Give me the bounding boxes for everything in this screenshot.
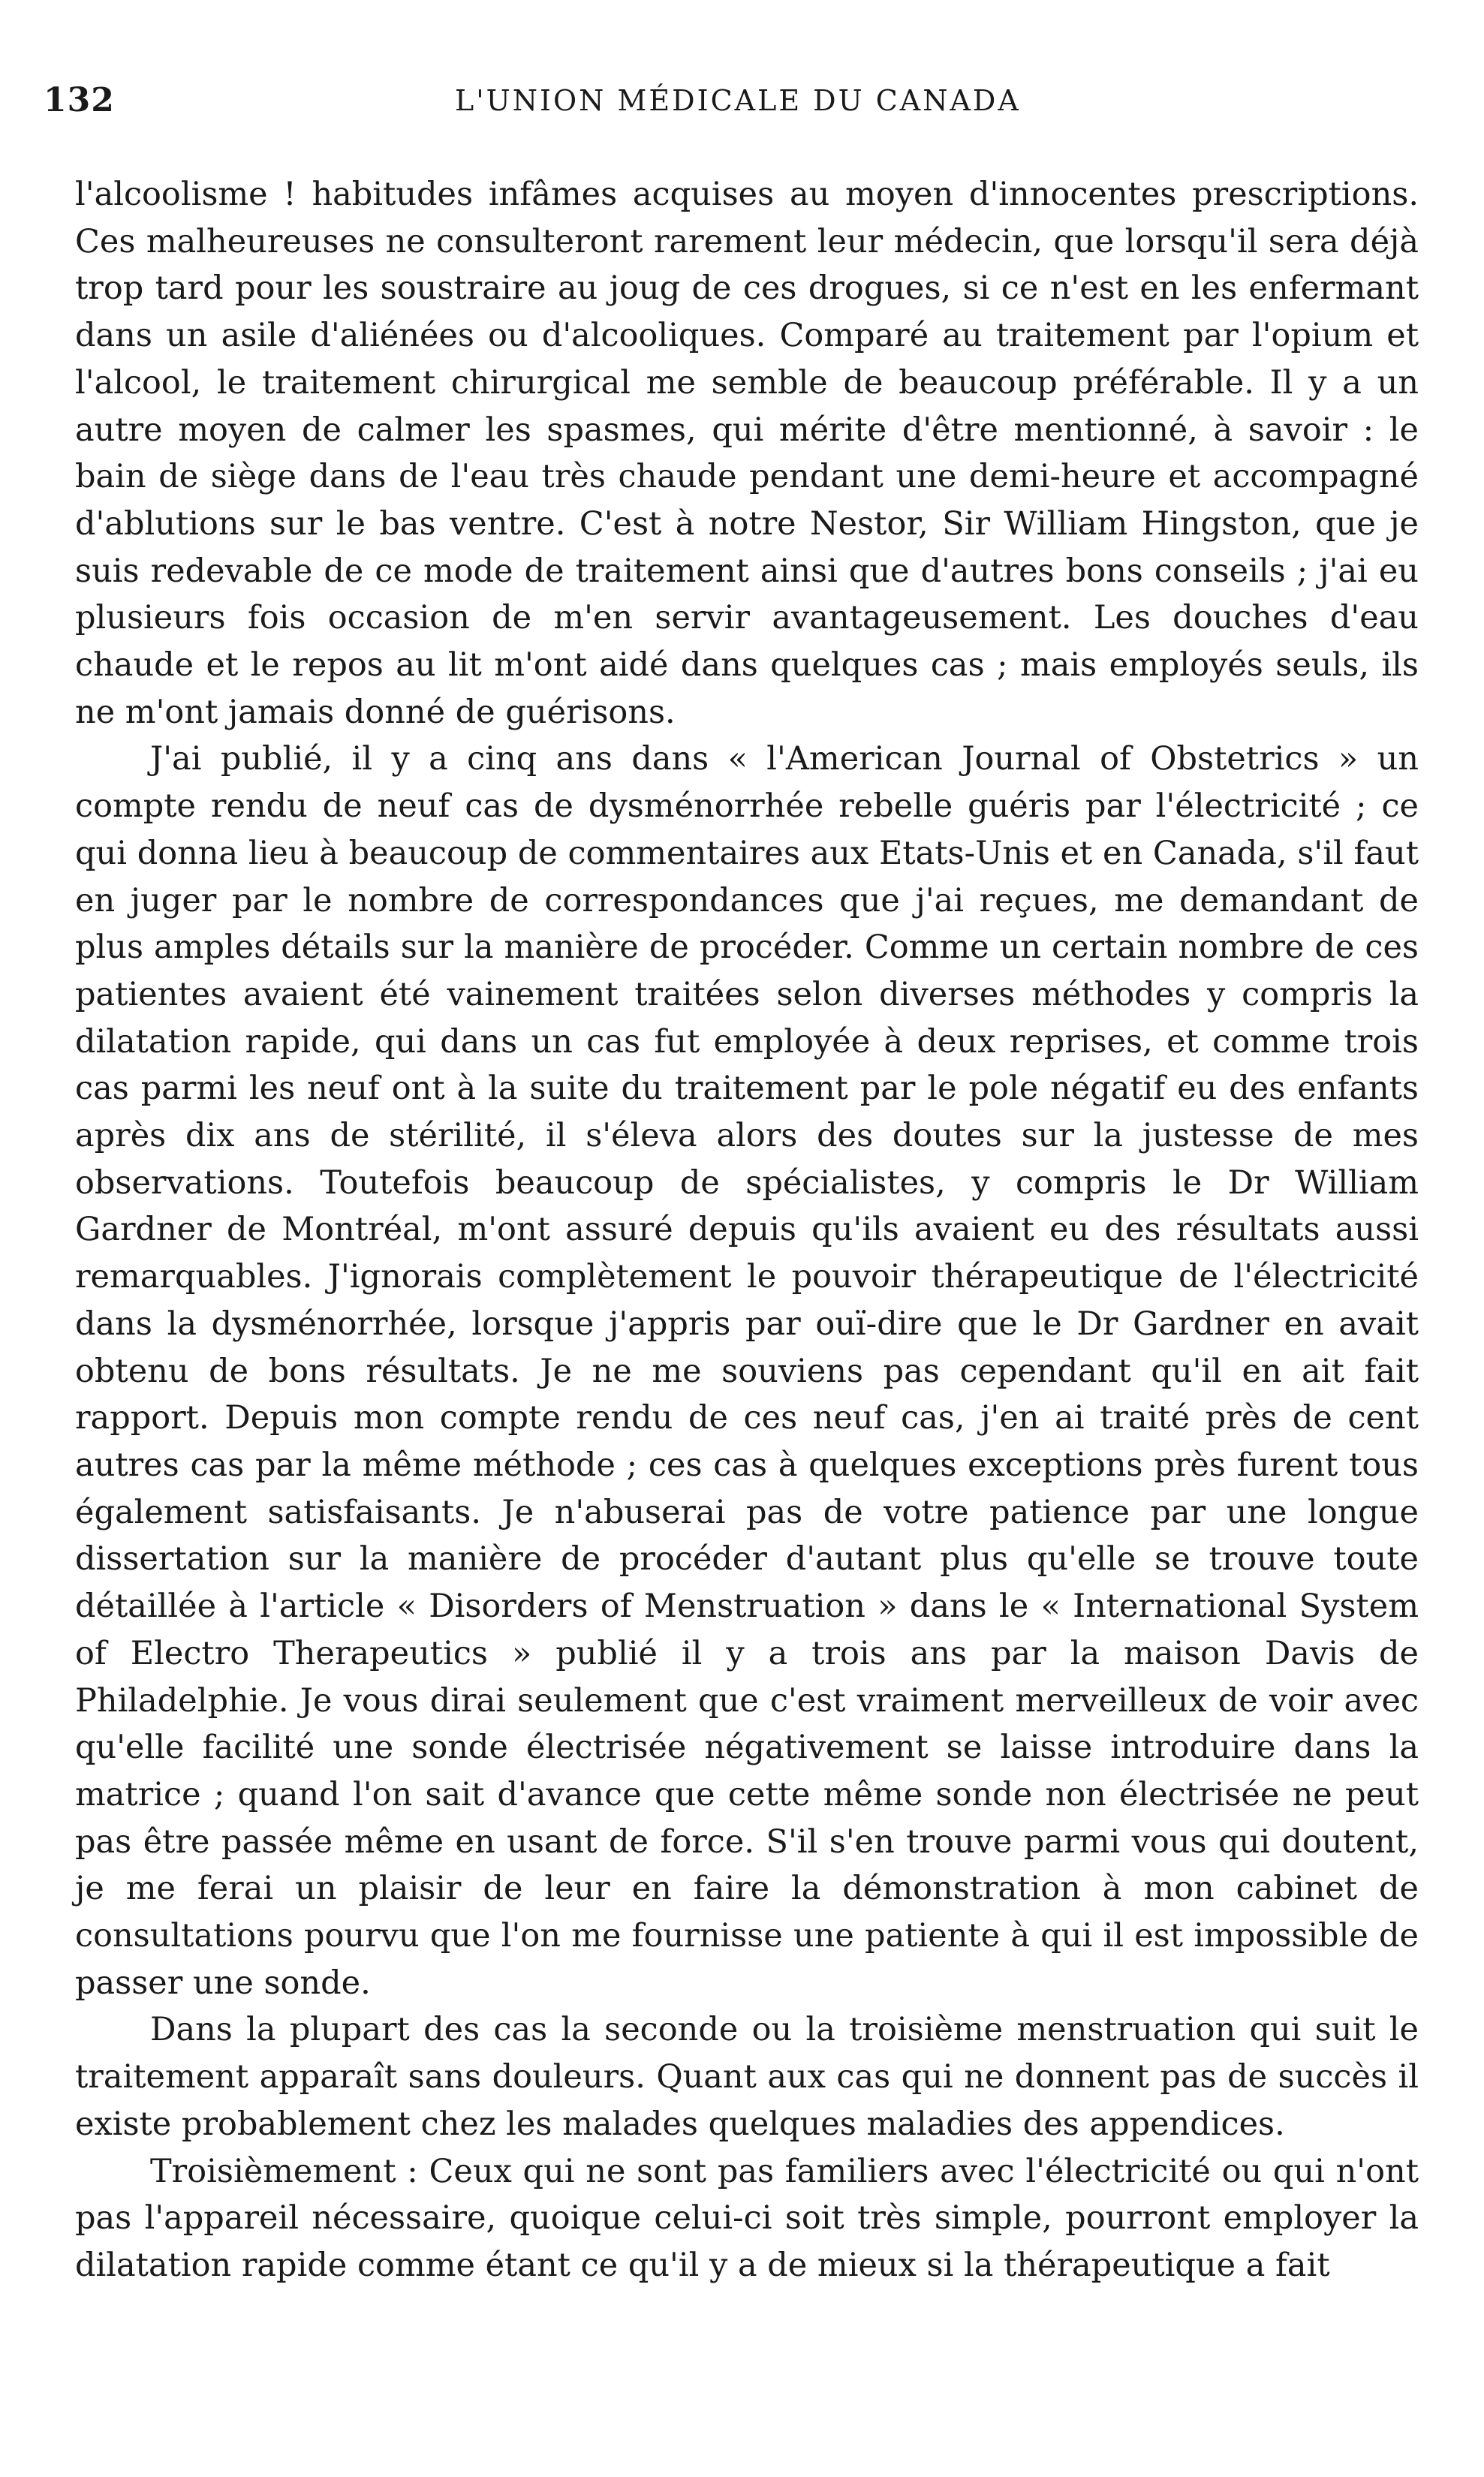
paragraph-2: J'ai publié, il y a cinq ans dans « l'American Journal of Obstetrics » un compte rendu de neuf cas de dysménorrhée rebelle guéris par l'électricité ; ce qui donna lieu à beaucoup de commentaires aux Etats-Unis et en Canada, s'il faut en juger par le nombre de correspondances que j'ai reçues, me demandant de plus amples détails sur la manière de procéder. Comme un certain nombre de ces patientes avaient été vainement traitées selon diverses méthodes y compris la dilatation rapide, qui dans un cas fut employée à deux reprises, et comme trois cas parmi les neuf ont à la suite du traitement par le pole négatif eu des enfants après dix ans de stérilité, il s'éleva alors des doutes sur la justesse de mes observations. Toutefois beaucoup de spécialistes, y compris le Dr William Gardner de Montréal, m'ont assuré depuis qu'ils avaient eu des résultats aussi remarquables. J'ignorais complètement le pouvoir thérapeutique de l'électricité dans la dysménorrhée, lorsque j'appris par ouï-dire que le Dr Gardner en avait obtenu de bons résultats. Je ne me souviens pas cependant qu'il en ait fait rapport. Depuis mon compte rendu de ces neuf cas, j'en ai traité près de cent autres cas par la même méthode ; ces cas à quelques exceptions près furent tous également satisfaisants. Je n'abuserai pas de votre patience par une longue dissertation sur la manière de procéder d'autant plus qu'elle se trouve toute détaillée à l'article « Disorders of Menstruation » dans le « International System of Electro Therapeutics » publié il y a trois ans par la maison Davis de Philadelphie. Je vous dirai seulement que c'est vraiment merveilleux de voir avec qu'elle facilité une sonde électrisée négativement se laisse introduire dans la matrice ; quand l'on sait d'avance que cette même sonde non électrisée ne peut pas être passée même en usant de force. S'il s'en trouve parmi vous qui doutent, je me ferai un plaisir de leur en faire la démonstration à mon cabinet de consultations pourvu que l'on me fournisse une patiente à qui il est impossible de passer une sonde.	[75, 740, 1419, 2002]
paragraph-1: l'alcoolisme ! habitudes infâmes acquises au moyen d'innocentes prescriptions. Ces malheureuses ne consulteront rarement leur médecin, que lorsqu'il sera déjà trop tard pour les soustraire au joug de ces drogues, si ce n'est en les enfermant dans un asile d'aliénées ou d'alcooliques. Comparé au traitement par l'opium et l'alcool, le traitement chirurgical me semble de beaucoup préférable. Il y a un autre moyen de calmer les spasmes, qui mérite d'être mentionné, à savoir : le bain de siège dans de l'eau très chaude pendant une demi-heure et accompagné d'ablutions sur le bas ventre. C'est à notre Nestor, Sir William Hingston, que je suis redevable de ce mode de traitement ainsi que d'autres bons conseils ; j'ai eu plusieurs fois occasion de m'en servir avantageusement. Les douches d'eau chaude et le repos au lit m'ont aidé dans quelques cas ; mais employés seuls, ils ne m'ont jamais donné de guérisons.	[75, 176, 1419, 731]
running-title: L'UNION MÉDICALE DU CANADA	[455, 84, 1021, 117]
paragraph-3: Dans la plupart des cas la seconde ou la troisième menstruation qui suit le traitement apparaît sans douleurs. Quant aux cas qui ne donnent pas de succès il existe probablement chez les malades quelques maladies des appendices.	[75, 2011, 1419, 2143]
page-number: 132	[44, 81, 115, 119]
paragraph-4: Troisièmement : Ceux qui ne sont pas familiers avec l'électricité ou qui n'ont pas l'appareil nécessaire, quoique celui-ci soit très simple, pourront employer la dilatation rapide comme étant ce qu'il y a de mieux si la thérapeutique a fait	[75, 2152, 1419, 2284]
body-text	[75, 171, 1419, 2289]
page-header	[44, 81, 1395, 134]
